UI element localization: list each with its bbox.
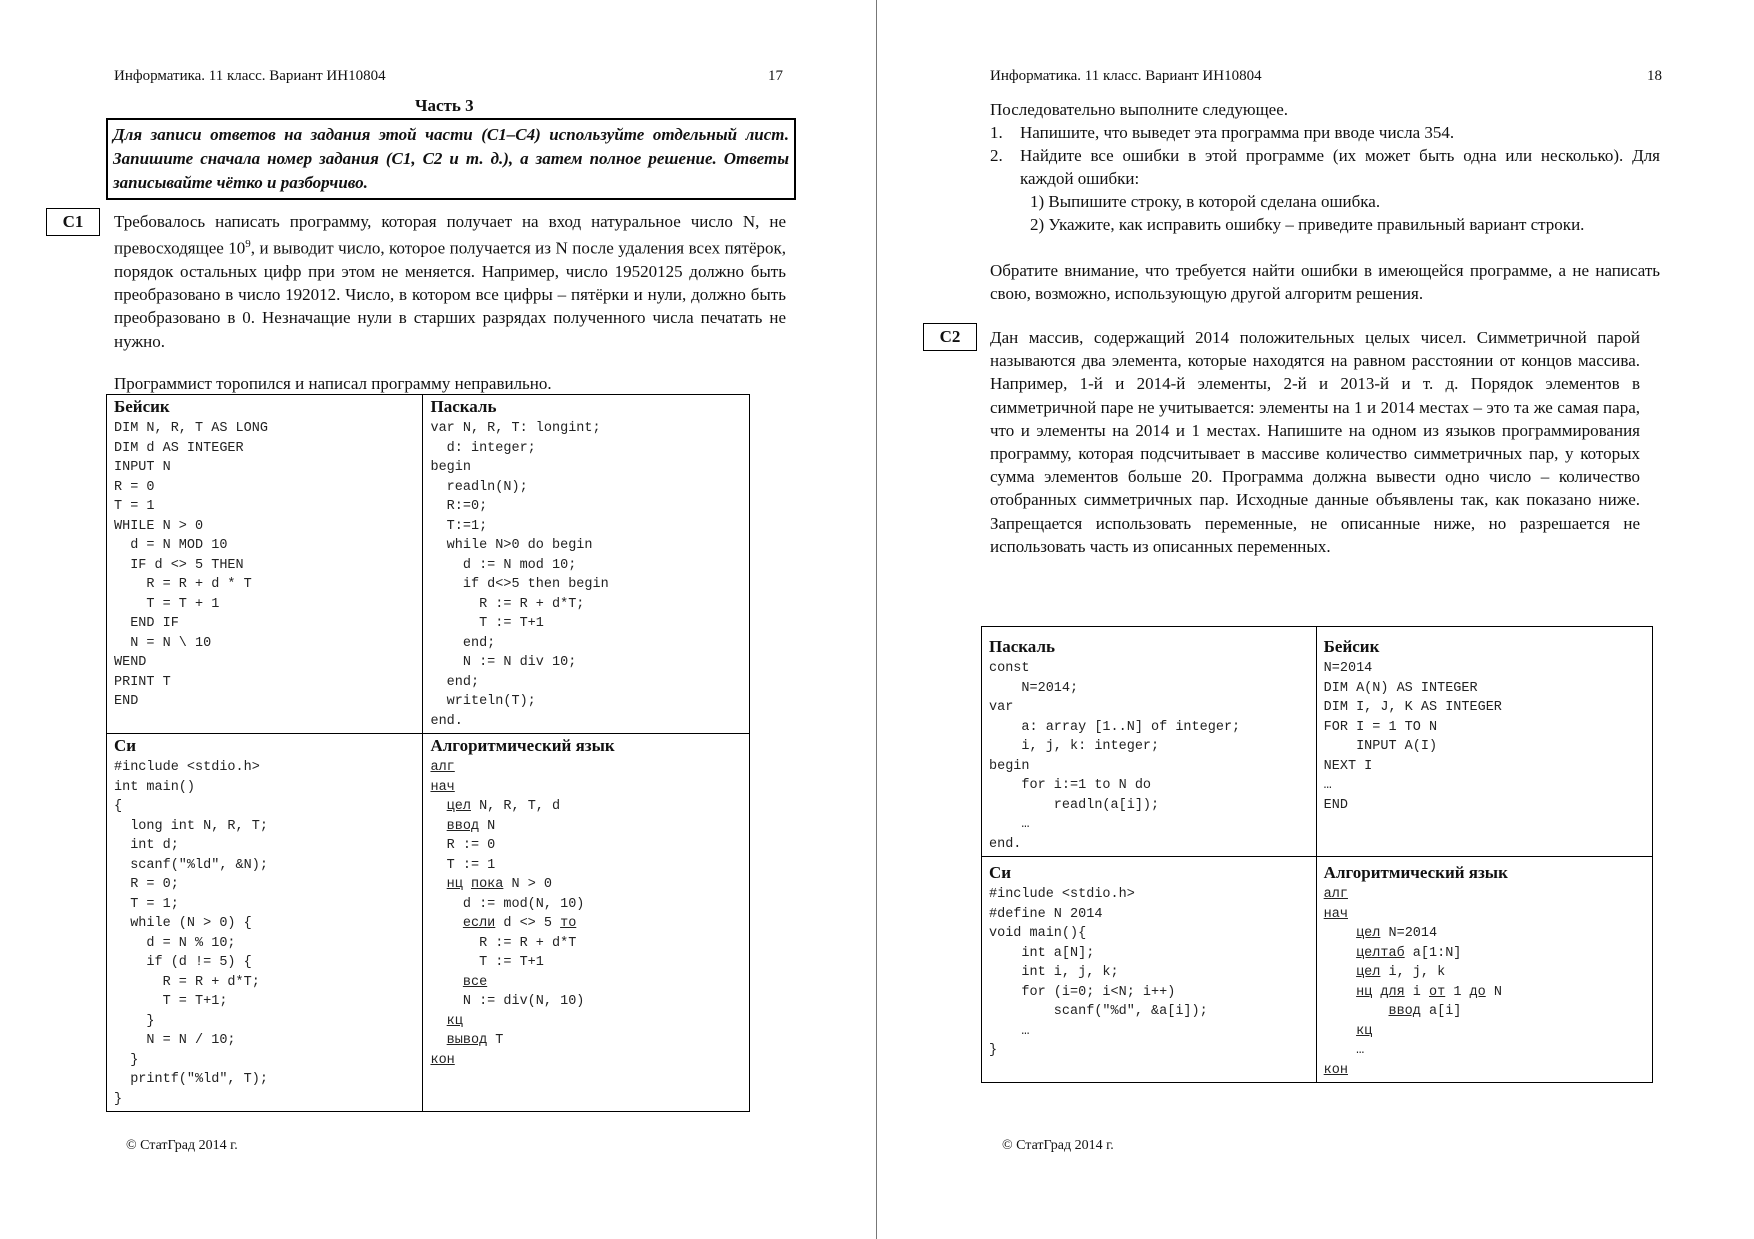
c2-code-table: [981, 626, 1653, 1083]
part-title: Часть 3: [415, 96, 474, 115]
code-c: #include <stdio.h> int main() { long int N, R, T; int d; scanf("%ld", &N); R = 0; T = 1; while (N > 0) { d = N % 10; if (d != 5) { R = R + d*T; T = T+1; } N = N / 10; } printf("%ld", T); }: [107, 756, 423, 1112]
col-header-algo: Алгоритмический язык: [1316, 857, 1652, 884]
col-header-pascal: Паскаль: [982, 627, 1317, 658]
page-footer: © СтатГрад 2014 г.: [126, 1138, 238, 1153]
task-c2-text: Дан массив, содержащий 2014 положительных целых чисел. Симметричной парой называются два элемента, которые находятся на равном расстоянии от концов массива. Например, 1-й и 2014-й элементы, 2-й и 2013-й и т. д. Порядок элементов в симметричной паре не учитывается: элементы на 1 и 2014 местах – это та же самая пара, что и элементы на 2014 и 1 местах. Напишите на одном из языков программирования программу, которая подсчитывает в массиве количество симметричных пар, у которых сумма элементов больше 20. Программа должна вывести одно число – количество отобранных симметричных пар. Исходные данные объявлены так, как показано ниже. Запрещается использовать переменные, не описанные ниже, но разрешается не использовать часть из описанных переменных.: [990, 328, 1640, 556]
page-header: Информатика. 11 класс. Вариант ИН10804: [114, 68, 386, 84]
page-footer: © СтатГрад 2014 г.: [1002, 1138, 1114, 1153]
task-label-c2: C2: [923, 323, 977, 351]
page-header: Информатика. 11 класс. Вариант ИН10804: [990, 68, 1262, 84]
page-number: 17: [768, 68, 783, 84]
code-basic: N=2014 DIM A(N) AS INTEGER DIM I, J, K AS INTEGER FOR I = 1 TO N INPUT A(I) NEXT I … END: [1316, 657, 1652, 857]
task-c1-note: Программист торопился и написал программу неправильно.: [114, 374, 552, 393]
instructions-box: Для записи ответов на задания этой части (С1–С4) используйте отдельный лист. Запишите сначала номер задания (С1, С2 и т. д.), а затем полное решение. Ответы записывайте чётко и разборчиво.: [106, 118, 796, 200]
code-pascal: var N, R, T: longint; d: integer; begin readln(N); R:=0; T:=1; while N>0 do begin d := N mod 10; if d<>5 then begin R := R + d*T; T := T+1 end; N := N div 10; end; writeln(T); end.: [423, 417, 750, 734]
c1-code-table: [106, 394, 750, 1112]
step-2-number: 2.: [990, 146, 1003, 165]
right-page: [877, 0, 1754, 1239]
code-algo: алг нач цел N=2014 целтаб a[1:N] цел i, j, k нц для i от 1 до N ввод a[i] кц … кон: [1316, 883, 1652, 1083]
col-header-pascal: Паскаль: [423, 395, 750, 418]
step-1-number: 1.: [990, 123, 1003, 142]
col-header-basic: Бейсик: [107, 395, 423, 418]
col-header-c: Си: [107, 734, 423, 757]
task-label-c1: C1: [46, 208, 100, 236]
code-c: #include <stdio.h> #define N 2014 void main(){ int a[N]; int i, j, k; for (i=0; i<N; i++) scanf("%d", &a[i]); … }: [982, 883, 1317, 1083]
attention-note: Обратите внимание, что требуется найти ошибки в имеющейся программе, а не написать свою, возможно, использующую другой алгоритм решения.: [990, 261, 1660, 304]
step-1-text: Напишите, что выведет эта программа при вводе числа 354.: [1020, 123, 1455, 142]
steps-intro: Последовательно выполните следующее.: [990, 100, 1289, 119]
code-basic: DIM N, R, T AS LONG DIM d AS INTEGER INPUT N R = 0 T = 1 WHILE N > 0 d = N MOD 10 IF d <> 5 THEN R = R + d * T T = T + 1 END IF N = N \ 10 WEND PRINT T END: [107, 417, 423, 734]
step-2-text: Найдите все ошибки в этой программе (их может быть одна или несколько). Для каждой ошибки:: [1020, 146, 1660, 189]
code-pascal: const N=2014; var a: array [1..N] of integer; i, j, k: integer; begin for i:=1 to N do readln(a[i]); … end.: [982, 657, 1317, 857]
step-2-sub-1: 1) Выпишите строку, в которой сделана ошибка.: [1030, 192, 1381, 211]
col-header-algo: Алгоритмический язык: [423, 734, 750, 757]
col-header-basic: Бейсик: [1316, 627, 1652, 658]
left-page: [0, 0, 876, 1239]
col-header-c: Си: [982, 857, 1317, 884]
code-algo: алг нач цел N, R, T, d ввод N R := 0 T := 1 нц пока N > 0 d := mod(N, 10) если d <> 5 то R := R + d*T T := T+1 все N := div(N, 10) кц вывод T кон: [423, 756, 750, 1112]
page-number: 18: [1647, 68, 1662, 84]
task-c1-text: Требовалось написать программу, которая получает на вход натуральное число N, не превосходящее $10^9$, и выводит число, которое получается из N после удаления всех пятёрок, порядок остальных цифр при этом не меняется. Например, число 19520125 должно быть преобразовано в число 192012. Число, в котором все цифры – пятёрки и нули, должно быть преобразовано в 0. Незначащие нули в старших разрядах полученного числа печатать не нужно.: [114, 212, 786, 351]
step-2-sub-2: 2) Укажите, как исправить ошибку – приведите правильный вариант строки.: [1030, 215, 1585, 234]
